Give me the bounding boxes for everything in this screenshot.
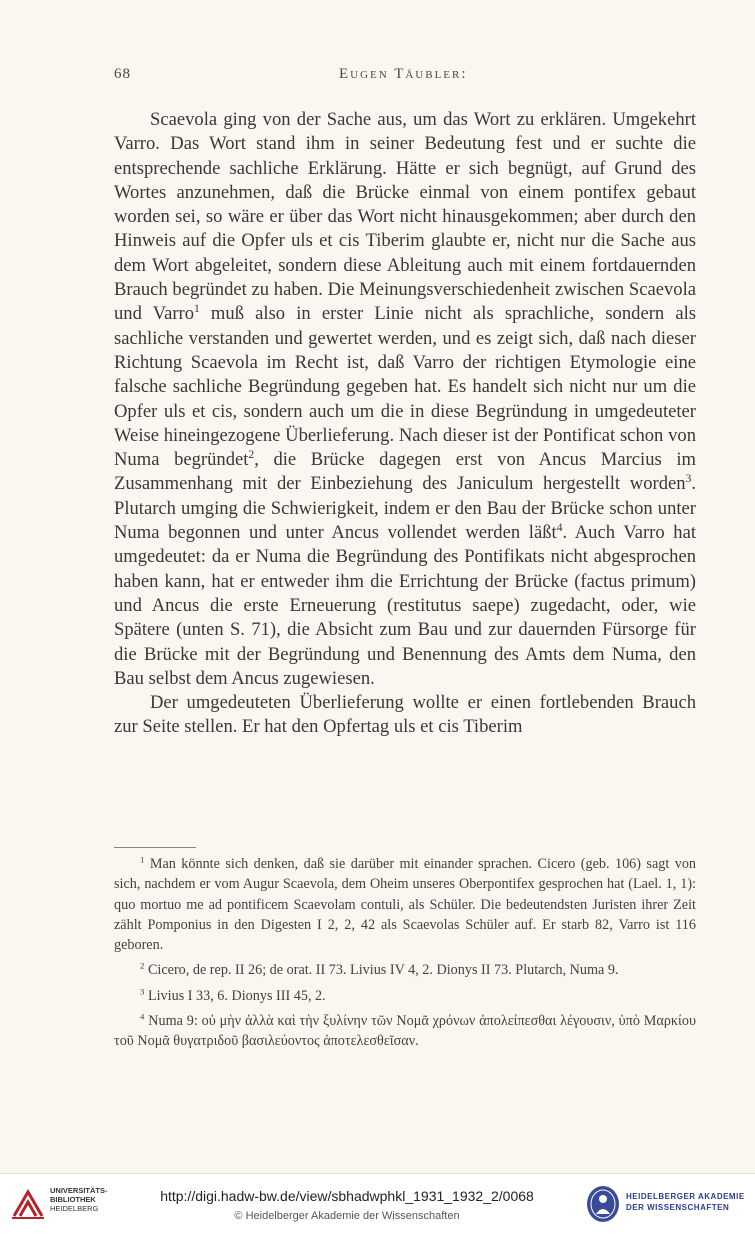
footnote-reference: 4: [556, 522, 563, 535]
page-number: 68: [114, 66, 131, 82]
viewer-footer: [0, 1173, 755, 1234]
footnote: [114, 854, 696, 955]
footnote-text: Numa 9: οὐ μὴν ἀλλὰ καὶ τὴν ξυλίνην τῶν Νομᾶ χρόνων ἀπολείπεσθαι λέγουσιν, ὑπὸ Μαρκίου τοῦ Νομᾶ θυγατριδοῦ βασιλεύοντος ἀποτελεσθεῖσαν.: [114, 1013, 696, 1050]
text-run: . Plutarch umging die Schwierigkeit, indem er den Bau der Brücke schon unter Numa begonnen und unter Ancus vollendet werden läßt: [114, 473, 696, 544]
footnote-mark: 3: [140, 986, 145, 997]
footnotes: [114, 854, 696, 1057]
text-run: Der umgedeuteten Überlieferung wollte er einen fortlebenden Brauch zur Seite stellen. Er hat den Opfertag uls et cis Tiberim: [114, 692, 696, 738]
page-header: [114, 66, 692, 88]
footnote-reference: 2: [248, 449, 255, 462]
footnote-mark: 1: [140, 854, 145, 865]
copyright-notice: © Heidelberger Akademie der Wissenschaften: [234, 1210, 460, 1222]
text-run: Scaevola ging von der Sache aus, um das Wort zu erklären. Umgekehrt Varro. Das Wort stand ihm in seiner Bedeutung fest und er suchte die entsprechende sachliche Erklärung. Hätte er sich begnügt, auf Grund des Wortes anzunehmen, daß die Brücke einmal von einem pontifex gebaut worden sei, so wäre er über das Wort nicht hinausgekommen; aber durch den Hinweis auf die Opfer uls et cis Tiberim glaubte er, nicht nur die Sache aus dem Wort abgeleitet, sondern diese Ableitung auch mit einem fortdauernden Brauch begründet zu haben. Die Meinungsverschiedenheit zwischen Scaevola und Varro: [114, 109, 696, 325]
footnote-mark: 2: [140, 961, 145, 972]
paragraph: [114, 691, 696, 740]
text-run: muß also in erster Linie nicht als sprachliche, sondern als sachliche verstanden und gewertet werden, und es zeigt sich, daß nach dieser Richtung Scaevola im Recht ist, daß Varro der richtigen Etymologie eine falsche sachliche Begründung gegeben hat. Es handelt sich nicht nur um die Opfer uls et cis, sondern auch um die in diese Begründung in umgedeuteter Weise hineingezogene Überlieferung. Nach dieser ist der Pontificat schon von Numa begründet: [114, 303, 696, 471]
footnote-text: Man könnte sich denken, daß sie darüber mit einander sprachen. Cicero (geb. 106) sagt von sich, nachdem er vom Augur Scaevola, dem Oheim unseres Oberpontifex gesprochen hat (Lael. 1, 1): quo mortuo me ad pontificem Scaevolam contuli, als Schüler. Die bedeutendsten Juristen ihrer Zeit zählt Pomponius in den Digesten I 2, 2, 42 als Scaevolas Schüler auf. Er starb 82, Varro ist 116 geboren.: [114, 856, 697, 954]
text-run: , die Brücke dagegen erst von Ancus Marcius im Zusammenhang mit der Einbeziehung des Janiculum hergestellt worden: [114, 449, 696, 495]
footnote-reference: 3: [685, 473, 692, 486]
footnote: [114, 1011, 696, 1052]
running-head: Eugen Täubler:: [339, 66, 468, 82]
footnote: [114, 960, 696, 980]
text-run: . Auch Varro hat umgedeutet: da er Numa die Begründung des Pontifikats nicht abgesprochen haben kann, hat er entweder ihm die Errichtung der Brücke (factus primum) und Ancus die erste Erneuerung (restitutus saepe) zugedacht, oder, wie Spätere (unten S. 71), die Absicht zum Bau und zur dauernden Fürsorge für die Brücke mit der Begründung und Benennung des Amts dem Numa, den Bau selbst dem Ancus zugewiesen.: [114, 522, 696, 689]
university-library-name: UNIVERSITÄTS- BIBLIOTHEK HEIDELBERG: [50, 1186, 108, 1213]
footnote-text: Livius I 33, 6. Dionys III 45, 2.: [147, 987, 326, 1004]
footnote-mark: 4: [140, 1011, 145, 1022]
body-text: [114, 108, 696, 740]
footnote-text: Cicero, de rep. II 26; de orat. II 73. Livius IV 4, 2. Dionys II 73. Plutarch, Numa 9.: [147, 962, 619, 979]
academy-name: HEIDELBERGER AKADEMIE DER WISSENSCHAFTEN: [626, 1192, 745, 1212]
footnote: [114, 986, 696, 1006]
paragraph: [114, 108, 696, 691]
footnote-reference: 1: [194, 303, 200, 316]
permalink-url[interactable]: http://digi.hadw-bw.de/view/sbhadwphkl_1931_1932_2/0068: [160, 1188, 534, 1204]
footnote-rule: [114, 847, 196, 848]
academy-seal-icon: [585, 1184, 621, 1224]
university-library-logo-icon: [10, 1186, 46, 1222]
